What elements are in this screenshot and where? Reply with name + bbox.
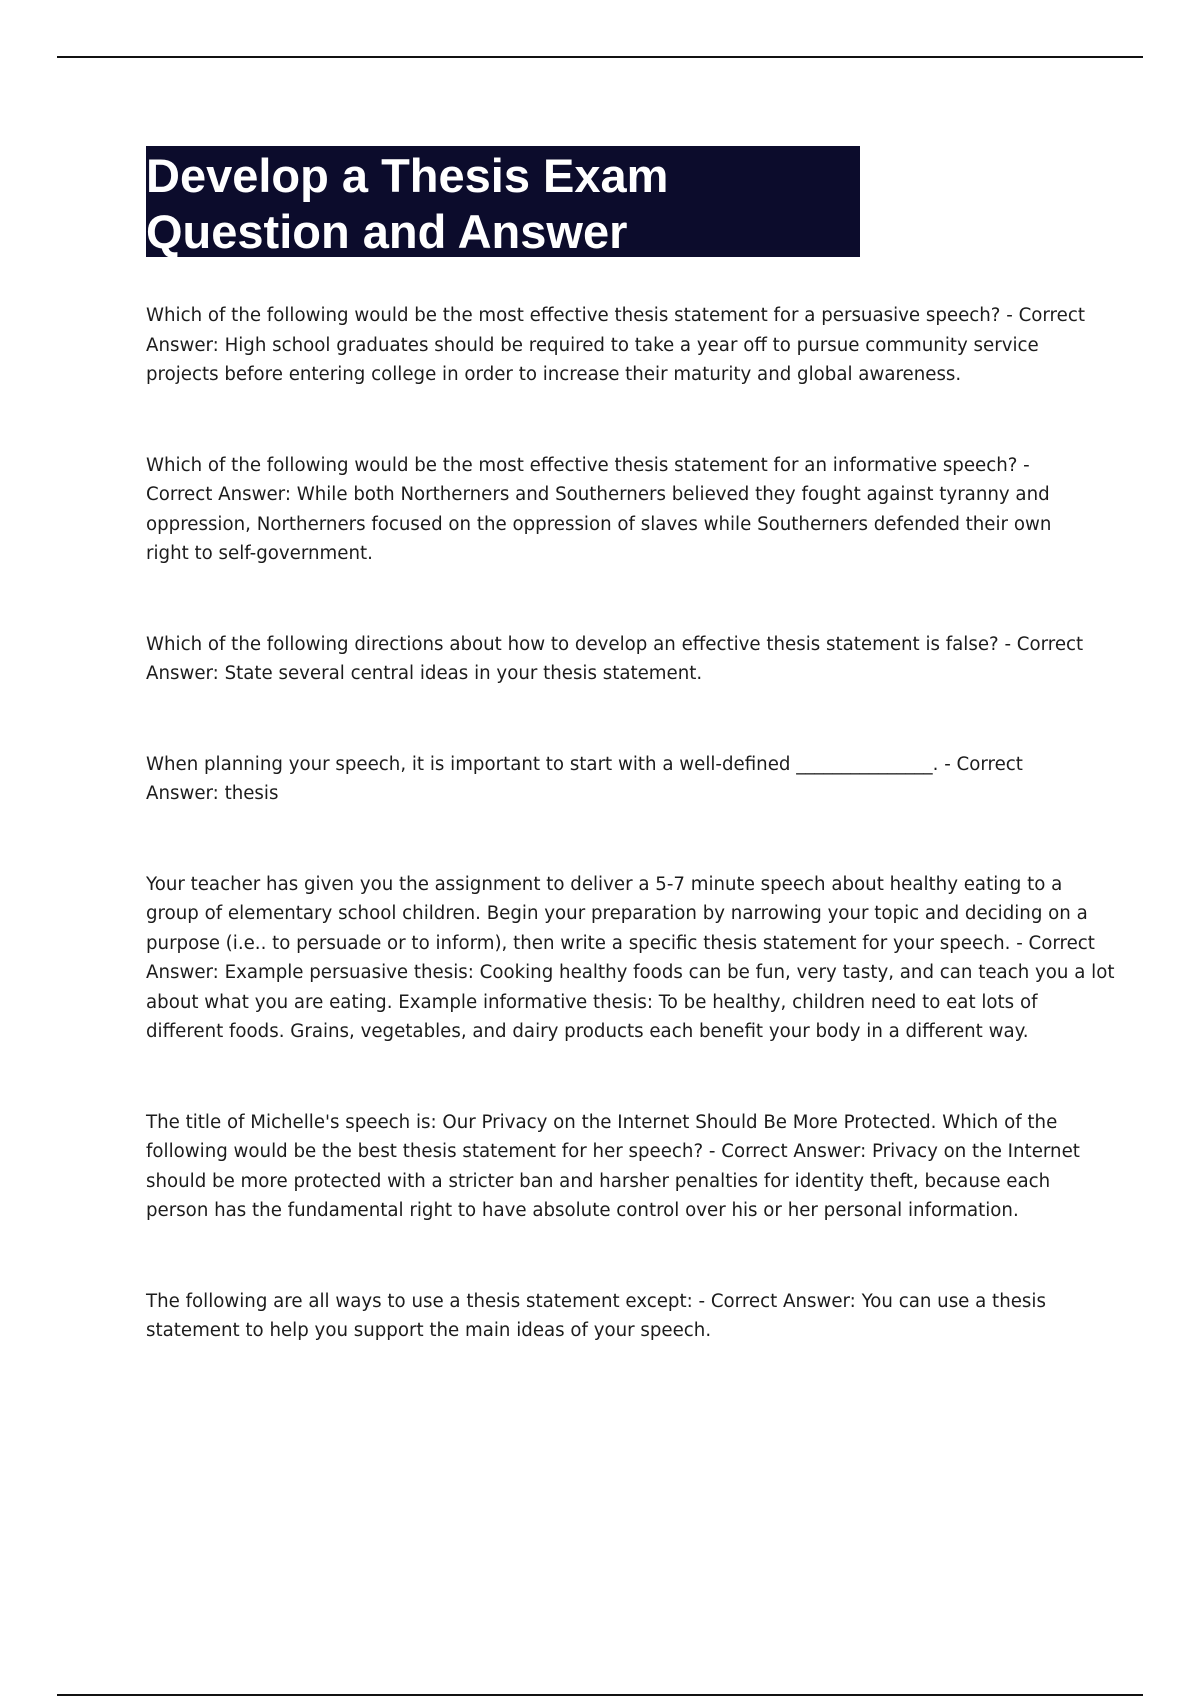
text-line: person has the fundamental right to have absolute control over his or her personal information.: [146, 1200, 1019, 1221]
question-answer-item: [146, 750, 1096, 809]
text-line: Correct Answer: While both Northerners and Southerners believed they fought against tyranny and: [146, 484, 1050, 505]
text-line: following would be the best thesis statement for her speech? - Correct Answer: Privacy on the Internet: [146, 1141, 1080, 1162]
text-line: Answer: High school graduates should be required to take a year off to pursue community service: [146, 334, 1039, 356]
question-list: [146, 301, 1115, 1346]
text-line: Which of the following would be the most effective thesis statement for an informative speech? -: [146, 454, 1030, 476]
question-answer-item: [146, 630, 1096, 689]
text-line: statement to help you support the main ideas of your speech.: [146, 1320, 712, 1341]
question-answer-item: [146, 301, 1096, 390]
text-line: different foods. Grains, vegetables, and dairy products each benefit your body in a different way.: [146, 1021, 1029, 1042]
text-line: The following are all ways to use a thesis statement except: - Correct Answer: You can use a thesis: [146, 1290, 1046, 1312]
question-answer-item: [146, 870, 1115, 1047]
text-line: group of elementary school children. Begin your preparation by narrowing your topic and deciding on a: [146, 903, 1088, 924]
text-line: Which of the following would be the most effective thesis statement for a persuasive speech? - Correct: [146, 305, 1085, 326]
text-line: should be more protected with a stricter ban and harsher penalties for identity theft, because each: [146, 1170, 1051, 1192]
text-line: purpose (i.e.. to persuade or to inform), then write a specific thesis statement for your speech. - Correct: [146, 932, 1095, 954]
question-answer-item: [146, 1108, 1096, 1226]
text-line: projects before entering college in order to increase their maturity and global awareness.: [146, 364, 962, 385]
text-line: Answer: Example persuasive thesis: Cooking healthy foods can be fun, very tasty, and can teach you a lot: [146, 962, 1115, 983]
title-line: Develop a Thesis Exam: [146, 149, 669, 202]
text-line: Which of the following directions about how to develop an effective thesis statement is false? - Correct: [146, 633, 1084, 655]
text-line: about what you are eating. Example informative thesis: To be healthy, children need to eat lots of: [146, 991, 1038, 1013]
text-line: When planning your speech, it is important to start with a well-defined _______________. - Correct: [146, 753, 1023, 775]
text-line: Answer: State several central ideas in your thesis statement.: [146, 663, 703, 684]
footer-rule: [57, 1694, 1143, 1696]
document-title: [146, 146, 860, 257]
text-line: right to self-government.: [146, 543, 373, 564]
header-rule: [57, 56, 1143, 58]
title-line: Question and Answer: [146, 205, 628, 258]
text-line: Your teacher has given you the assignment to deliver a 5-7 minute speech about healthy eating to a: [146, 873, 1063, 895]
question-answer-item: [146, 451, 1096, 569]
text-line: The title of Michelle's speech is: Our Privacy on the Internet Should Be More Protected. Which of the: [146, 1111, 1058, 1133]
text-line: oppression, Northerners focused on the oppression of slaves while Southerners defended their own: [146, 513, 1052, 535]
text-line: Answer: thesis: [146, 783, 279, 804]
question-answer-item: [146, 1287, 1096, 1346]
